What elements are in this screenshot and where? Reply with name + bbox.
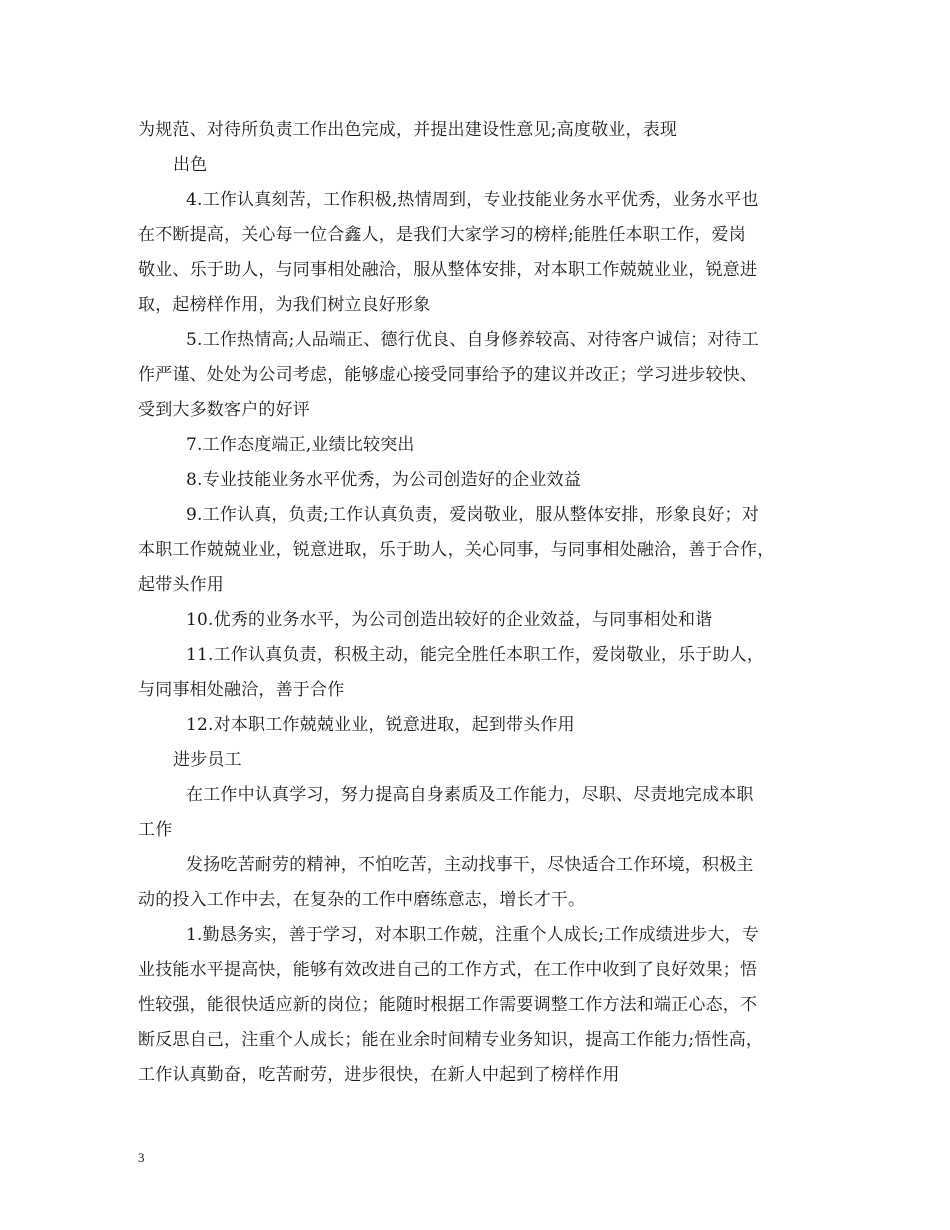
text-line: 在不断提高，关心每一位合鑫人，是我们大家学习的榜样;能胜任本职工作，爱岗 <box>138 225 746 245</box>
list-item-10: 10.优秀的业务水平，为公司创造出较好的企业效益，与同事相处和谐 <box>186 610 713 630</box>
text-line: 起带头作用 <box>138 575 224 595</box>
text-line: 工作 <box>138 820 173 840</box>
list-item-8: 8.专业技能业务水平优秀，为公司创造好的企业效益 <box>186 470 582 490</box>
text-line: 敬业、乐于助人，与同事相处融洽，服从整体安排，对本职工作兢兢业业，锐意进 <box>138 260 758 280</box>
text-line: 动的投入工作中去，在复杂的工作中磨练意志，增长才干。 <box>138 890 586 910</box>
list-item-12: 12.对本职工作兢兢业业，锐意进取，起到带头作用 <box>186 715 575 735</box>
list-item-1: 1.勤恳务实，善于学习，对本职工作兢，注重个人成长;工作成绩进步大，专 <box>186 925 759 945</box>
text-line: 本职工作兢兢业业，锐意进取，乐于助人，关心同事，与同事相处融洽，善于合作， <box>138 540 775 560</box>
text-line: 工作认真勤奋，吃苦耐劳，进步很快，在新人中起到了榜样作用 <box>138 1065 620 1085</box>
section-heading: 进步员工 <box>173 750 242 770</box>
text-line: 业技能水平提高快，能够有效改进自己的工作方式，在工作中收到了良好效果；悟 <box>138 960 758 980</box>
list-item-5: 5.工作热情高;人品端正、德行优良、自身修养较高、对待客户诚信；对待工 <box>186 330 759 350</box>
text-line: 作严谨、处处为公司考虑，能够虚心接受同事给予的建议并改正；学习进步较快、 <box>138 365 758 385</box>
list-item-7: 7.工作态度端正,业绩比较突出 <box>186 435 415 455</box>
list-item-4: 4.工作认真刻苦，工作积极,热情周到，专业技能业务水平优秀，业务水平也 <box>186 190 759 210</box>
text-line: 断反思自己，注重个人成长；能在业余时间精专业务知识，提高工作能力;悟性高， <box>138 1030 764 1050</box>
list-item-9: 9.工作认真，负责;工作认真负责，爱岗敬业，服从整体安排，形象良好；对 <box>186 505 759 525</box>
text-line: 受到大多数客户的好评 <box>138 400 310 420</box>
page-number: 3 <box>138 1150 145 1165</box>
list-item-11: 11.工作认真负责，积极主动，能完全胜任本职工作，爱岗敬业，乐于助人， <box>186 645 765 665</box>
text-line: 为规范、对待所负责工作出色完成，并提出建设性意见;高度敬业，表现 <box>138 120 678 140</box>
text-line: 取，起榜样作用，为我们树立良好形象 <box>138 295 431 315</box>
paragraph-line: 发扬吃苦耐劳的精神，不怕吃苦，主动找事干，尽快适合工作环境，积极主 <box>186 855 754 875</box>
text-line: 与同事相处融洽，善于合作 <box>138 680 345 700</box>
paragraph-line: 在工作中认真学习，努力提高自身素质及工作能力，尽职、尽责地完成本职 <box>186 785 754 805</box>
text-line: 性较强，能很快适应新的岗位；能随时根据工作需要调整工作方法和端正心态，不 <box>138 995 758 1015</box>
text-line: 出色 <box>173 155 208 175</box>
